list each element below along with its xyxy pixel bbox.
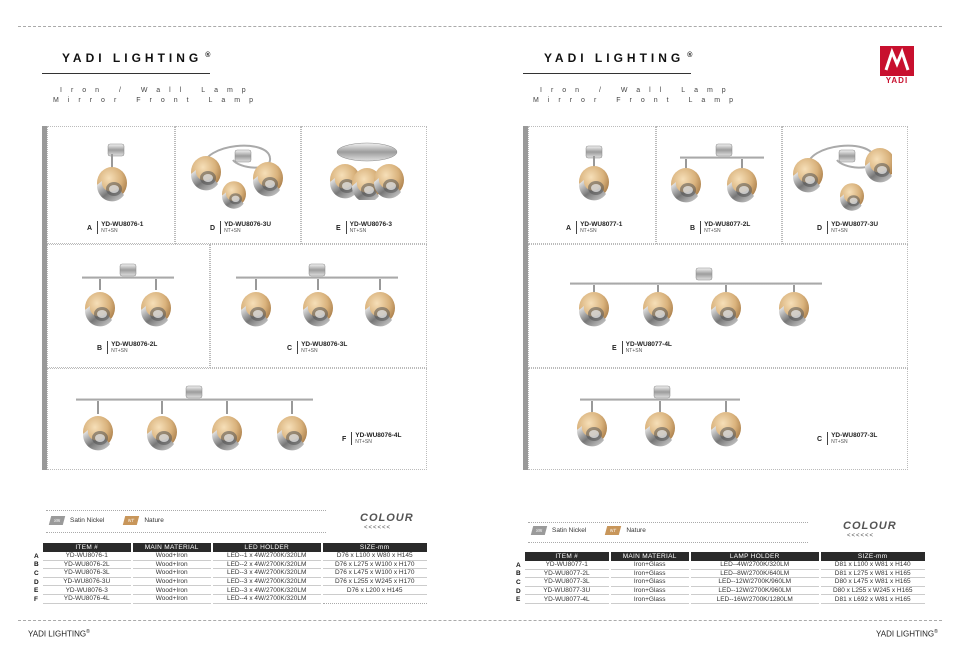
col-material: MAIN MATERIAL (611, 552, 689, 561)
footer-brand-right: YADI LIGHTING® (876, 629, 938, 639)
table-row: A YD-WU8076-1 Wood+Iron LED--1 x 4W/2700K/320LM D76 x L100 x W80 x H145 (32, 552, 427, 561)
left-brand-rule (42, 73, 210, 74)
left-legend-dotline-top (46, 510, 326, 511)
fixture-wu8076-2l (78, 258, 178, 333)
col-item: ITEM # (43, 543, 131, 552)
fixture-wu8076-3u (188, 138, 288, 213)
fixture-wu8077-3l (570, 382, 750, 452)
fixture-wu8076-3l (232, 258, 402, 333)
yadi-logo: YADI (880, 46, 914, 84)
left-spec-table (30, 543, 429, 604)
table-row: E YD-WU8077-4L Iron+Glass LED--16W/2700K/1280LM D81 x L692 x W81 x H165 (514, 595, 925, 604)
right-legend-dotline-bottom (528, 542, 808, 543)
label-wu8076-3: E YD-WU8076-3 NT+SN (336, 221, 392, 234)
left-brand-title: YADI LIGHTING ® (62, 51, 211, 65)
left-colour-arrows: <<<<<< (364, 525, 392, 531)
right-legend-dotline-top (528, 522, 808, 523)
nature-swatch: NT (123, 516, 139, 525)
table-row: F YD-WU8076-4L Wood+Iron LED--4 x 4W/2700K/320LM (32, 595, 427, 604)
label-wu8076-4l: F YD-WU8076-4L NT+SN (342, 432, 402, 445)
top-dashed-rule (18, 26, 942, 27)
label-wu8077-1: A YD-WU8077-1 NT+SN (566, 221, 623, 234)
label-wu8076-3u: D YD-WU8076-3U NT+SN (210, 221, 272, 234)
nature-label: Nature (144, 517, 164, 524)
label-wu8076-2l: B YD-WU8076-2L NT+SN (97, 341, 158, 354)
satin-nickel-swatch: SN (531, 526, 547, 535)
right-brand-title: YADI LIGHTING ® (544, 51, 693, 65)
table-row: B YD-WU8076-2L Wood+Iron LED--2 x 4W/2700K/320LM D76 x L275 x W100 x H170 (32, 561, 427, 570)
fixture-wu8076-4l (72, 380, 317, 455)
fixture-wu8076-3 (325, 140, 410, 200)
nature-swatch: NT (605, 526, 621, 535)
fixture-wu8077-4l (566, 262, 826, 332)
fixture-wu8076-1 (90, 138, 140, 208)
satin-nickel-label: Satin Nickel (70, 517, 105, 524)
table-row: D YD-WU8076-3U Wood+Iron LED--3 x 4W/2700K/320LM D76 x L255 x W245 x H170 (32, 578, 427, 587)
right-subtitle-1: Iron / Wall Lamp (540, 87, 735, 94)
satin-nickel-swatch: SN (49, 516, 65, 525)
label-wu8076-3l: C YD-WU8076-3L NT+SN (287, 341, 348, 354)
left-subtitle-1: Iron / Wall Lamp (60, 87, 255, 94)
right-brand-rule (523, 73, 691, 74)
satin-nickel-label: Satin Nickel (552, 527, 587, 534)
right-spec-table (512, 552, 927, 604)
right-colour-legend (532, 526, 646, 535)
table-row: A YD-WU8077-1 Iron+Glass LED--4W/2700K/320LM D81 x L100 x W81 x H140 (514, 561, 925, 570)
col-size: SIZE-mm (821, 552, 925, 561)
col-material: MAIN MATERIAL (133, 543, 211, 552)
label-wu8076-1: A YD-WU8076-1 NT+SN (87, 221, 144, 234)
left-subtitle-2: Mirror Front Lamp (53, 97, 263, 104)
label-wu8077-2l: B YD-WU8077-2L NT+SN (690, 221, 751, 234)
footer-brand-left: YADI LIGHTING® (28, 629, 90, 639)
label-wu8077-3l: C YD-WU8077-3L NT+SN (817, 432, 878, 445)
nature-label: Nature (626, 527, 646, 534)
table-row: B YD-WU8077-2L Iron+Glass LED--8W/2700K/640LM D81 x L275 x W81 x H165 (514, 570, 925, 579)
fixture-wu8077-1 (572, 140, 622, 210)
right-colour-arrows: <<<<<< (847, 533, 875, 539)
col-item: ITEM # (525, 552, 609, 561)
table-row: C YD-WU8076-3L Wood+Iron LED--3 x 4W/2700K/320LM D76 x L475 x W100 x H170 (32, 569, 427, 578)
label-wu8077-3u: D YD-WU8077-3U NT+SN (817, 221, 879, 234)
table-row: C YD-WU8077-3L Iron+Glass LED--12W/2700K/960LM D80 x L475 x W81 x H165 (514, 578, 925, 587)
fixture-wu8077-3u (792, 138, 892, 213)
fixture-wu8077-2l (668, 140, 768, 205)
right-subtitle-2: Mirror Front Lamp (533, 97, 743, 104)
bottom-dashed-rule (18, 620, 942, 621)
table-row: D YD-WU8077-3U Iron+Glass LED--12W/2700K/960LM D80 x L255 x W245 x H165 (514, 587, 925, 596)
left-legend-dotline-bottom (46, 532, 326, 533)
right-colour-heading: COLOUR (843, 520, 897, 532)
col-holder: LAMP HOLDER (691, 552, 819, 561)
col-holder: LED HOLDER (213, 543, 321, 552)
col-size: SIZE-mm (323, 543, 427, 552)
left-colour-heading: COLOUR (360, 512, 414, 524)
left-colour-legend (50, 516, 164, 525)
label-wu8077-4l: E YD-WU8077-4L NT+SN (612, 341, 672, 354)
table-row: E YD-WU8076-3 Wood+Iron LED--3 x 4W/2700K/320LM D76 x L200 x H145 (32, 586, 427, 595)
